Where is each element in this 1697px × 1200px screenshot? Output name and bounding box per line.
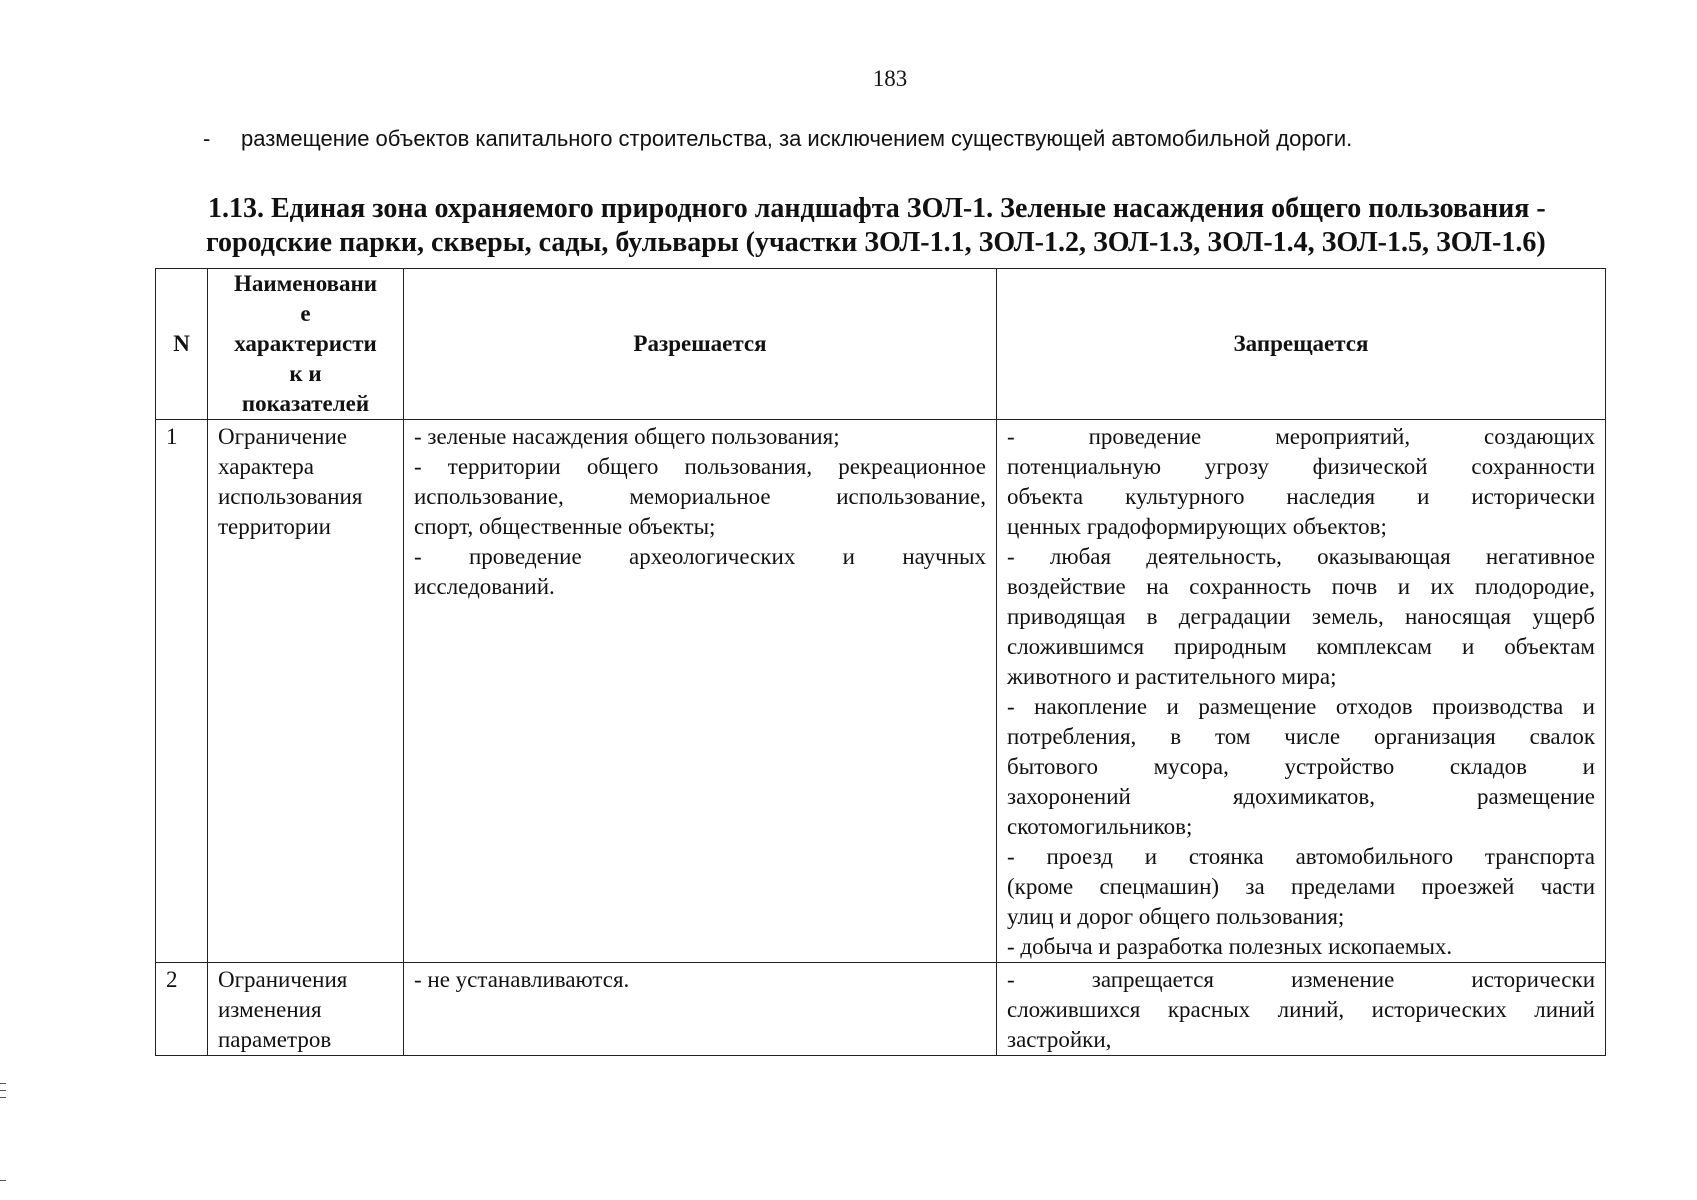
section-title <box>206 192 1604 260</box>
characteristic-line: Ограничения <box>218 967 348 992</box>
forbidden-line: ценных градоформирующих объектов; <box>1007 514 1387 539</box>
forbidden-line: захоронений ядохимикатов, размещение <box>1007 784 1595 809</box>
header-name-line: е <box>300 301 311 326</box>
forbidden-line: - проезд и стоянка автомобильного транспорта <box>1007 844 1595 869</box>
row-forbidden <box>997 963 1606 1056</box>
forbidden-line: потенциальную угрозу физической сохранности <box>1007 454 1595 479</box>
page-number: 183 <box>872 66 908 91</box>
table-header-row <box>156 269 1606 420</box>
allowed-line: исследований. <box>414 574 555 599</box>
header-forbidden: Запрещается <box>997 269 1606 420</box>
row-allowed <box>404 963 997 1056</box>
section-title-line-1: 1.13. Единая зона охраняемого природного ландшафта ЗОЛ-1. Зеленые насаждения общего пользования - <box>208 193 1546 224</box>
margin-mark <box>0 1180 6 1181</box>
row-number: 2 <box>156 963 208 1056</box>
allowed-line: спорт, общественные объекты; <box>414 514 716 539</box>
forbidden-line: сложившимся природным комплексам и объектам <box>1007 634 1595 659</box>
forbidden-line: воздействие на сохранность почв и их плодородие, <box>1007 574 1595 599</box>
header-allowed: Разрешается <box>404 269 997 420</box>
header-n: N <box>156 269 208 420</box>
section-title-line-2: городские парки, скверы, сады, бульвары (участки ЗОЛ-1.1, ЗОЛ-1.2, ЗОЛ-1.3, ЗОЛ-1.4, ЗОЛ-1.5, ЗОЛ-1.6) <box>206 227 1546 258</box>
characteristic-line: параметров <box>218 1027 332 1052</box>
intro-text: размещение объектов капитального строительства, за исключением существующей автомобильной дороги. <box>241 126 1353 151</box>
forbidden-line: животного и растительного мира; <box>1007 664 1337 689</box>
forbidden-line: улиц и дорог общего пользования; <box>1007 904 1345 929</box>
table-row <box>156 963 1606 1056</box>
allowed-line: - территории общего пользования, рекреационное <box>414 454 986 479</box>
characteristic-line: изменения <box>218 997 322 1022</box>
forbidden-line: сложившихся красных линий, исторических линий <box>1007 997 1595 1022</box>
characteristic-line: использования <box>218 484 363 509</box>
row-forbidden <box>997 420 1606 963</box>
forbidden-line: скотомогильников; <box>1007 814 1193 839</box>
row-characteristic <box>208 420 404 963</box>
header-name-line: к и <box>289 361 322 386</box>
characteristic-line: Ограничение <box>218 424 347 449</box>
forbidden-line: объекта культурного наследия и исторически <box>1007 484 1595 509</box>
forbidden-line: - добыча и разработка полезных ископаемых. <box>1007 934 1453 959</box>
header-name <box>208 269 404 420</box>
forbidden-line: (кроме спецмашин) за пределами проезжей части <box>1007 874 1595 899</box>
allowed-line: - зеленые насаждения общего пользования; <box>414 424 840 449</box>
header-name-line: характеристи <box>234 331 377 356</box>
header-name-line: показателей <box>241 391 370 416</box>
row-allowed <box>404 420 997 963</box>
forbidden-line: - запрещается изменение исторически <box>1007 967 1595 992</box>
intro-line <box>203 126 1352 152</box>
forbidden-line: - любая деятельность, оказывающая негативное <box>1007 544 1595 569</box>
allowed-line: использование, мемориальное использование, <box>414 484 986 509</box>
margin-mark <box>0 1090 6 1091</box>
characteristic-line: территории <box>218 514 331 539</box>
row-characteristic <box>208 963 404 1056</box>
forbidden-line: - проведение мероприятий, создающих <box>1007 424 1595 449</box>
forbidden-line: бытового мусора, устройство складов и <box>1007 754 1595 779</box>
characteristic-line: характера <box>218 454 314 479</box>
forbidden-line: потребления, в том числе организация свалок <box>1007 724 1595 749</box>
header-name-line: Наименовани <box>233 271 378 296</box>
row-number: 1 <box>156 420 208 963</box>
forbidden-line: - накопление и размещение отходов производства и <box>1007 694 1595 719</box>
allowed-line: - не устанавливаются. <box>414 967 630 992</box>
margin-mark <box>0 1097 6 1098</box>
allowed-line: - проведение археологических и научных <box>414 544 986 569</box>
forbidden-line: приводящая в деградации земель, наносящая ущерб <box>1007 604 1595 629</box>
table-row <box>156 420 1606 963</box>
zone-table <box>155 268 1606 1056</box>
margin-mark <box>0 1083 6 1084</box>
intro-dash: - <box>203 126 211 151</box>
forbidden-line: застройки, <box>1007 1027 1112 1052</box>
